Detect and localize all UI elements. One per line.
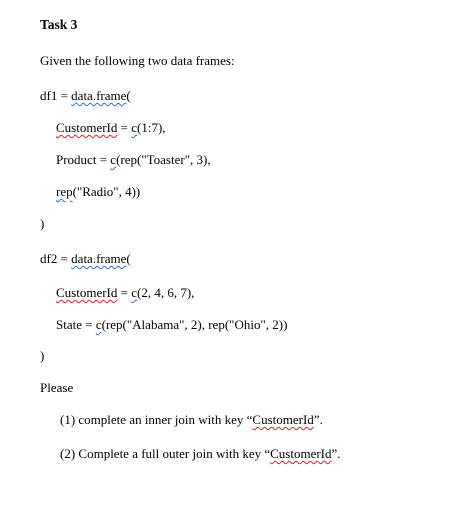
q2-prefix: (2) Complete a full outer join with key “ (60, 446, 271, 461)
task-title: Task 3 (40, 17, 78, 32)
q2-suffix: ”. (331, 446, 341, 461)
df2-customer-col: CustomerId (56, 285, 118, 300)
df2-fn: data.frame (71, 251, 127, 266)
df2-close: ) (40, 348, 45, 363)
df1-product-line (56, 152, 211, 168)
df1-product-c: c (110, 152, 117, 167)
df2-customer-val: (2, 4, 6, 7), (137, 285, 195, 300)
df2-assign: df2 = (40, 251, 72, 266)
question-1 (60, 412, 323, 428)
please-text: Please (40, 380, 74, 395)
df2-customer-line (56, 285, 194, 301)
df2-customer-c: c (131, 285, 138, 300)
df1-assign: df1 = (40, 88, 72, 103)
df1-customer-col: CustomerId (56, 120, 118, 135)
q1-key: CustomerId (252, 412, 314, 427)
q2-key: CustomerId (270, 446, 332, 461)
df2-state-line (56, 317, 287, 333)
df2-state-val: (rep("Alabama", 2), rep("Ohio", 2)) (101, 317, 288, 332)
df1-header (40, 88, 131, 104)
df2-customer-eq: = (117, 285, 132, 300)
q1-prefix: (1) complete an inner join with key “ (60, 412, 253, 427)
df1-customer-eq: = (117, 120, 132, 135)
q1-suffix: ”. (313, 412, 323, 427)
df1-close: ) (40, 216, 45, 231)
df2-paren: ( (126, 251, 131, 266)
df1-rep-line (56, 184, 140, 200)
intro-text: Given the following two data frames: (40, 53, 235, 68)
df2-header (40, 251, 131, 267)
df2-state-pre: State = (56, 317, 96, 332)
df1-paren: ( (126, 88, 131, 103)
df1-product-pre: Product = (56, 152, 111, 167)
df1-rep-fn: rep (56, 184, 73, 199)
df2-state-c: c (95, 317, 102, 332)
df1-fn: data.frame (71, 88, 127, 103)
df1-rep-val: ("Radio", 4)) (72, 184, 141, 199)
df1-customer-c: c (131, 120, 138, 135)
df1-customer-line (56, 120, 166, 136)
df1-customer-val: (1:7), (137, 120, 166, 135)
df1-product-val: (rep("Toaster", 3), (116, 152, 211, 167)
question-2 (60, 446, 341, 462)
